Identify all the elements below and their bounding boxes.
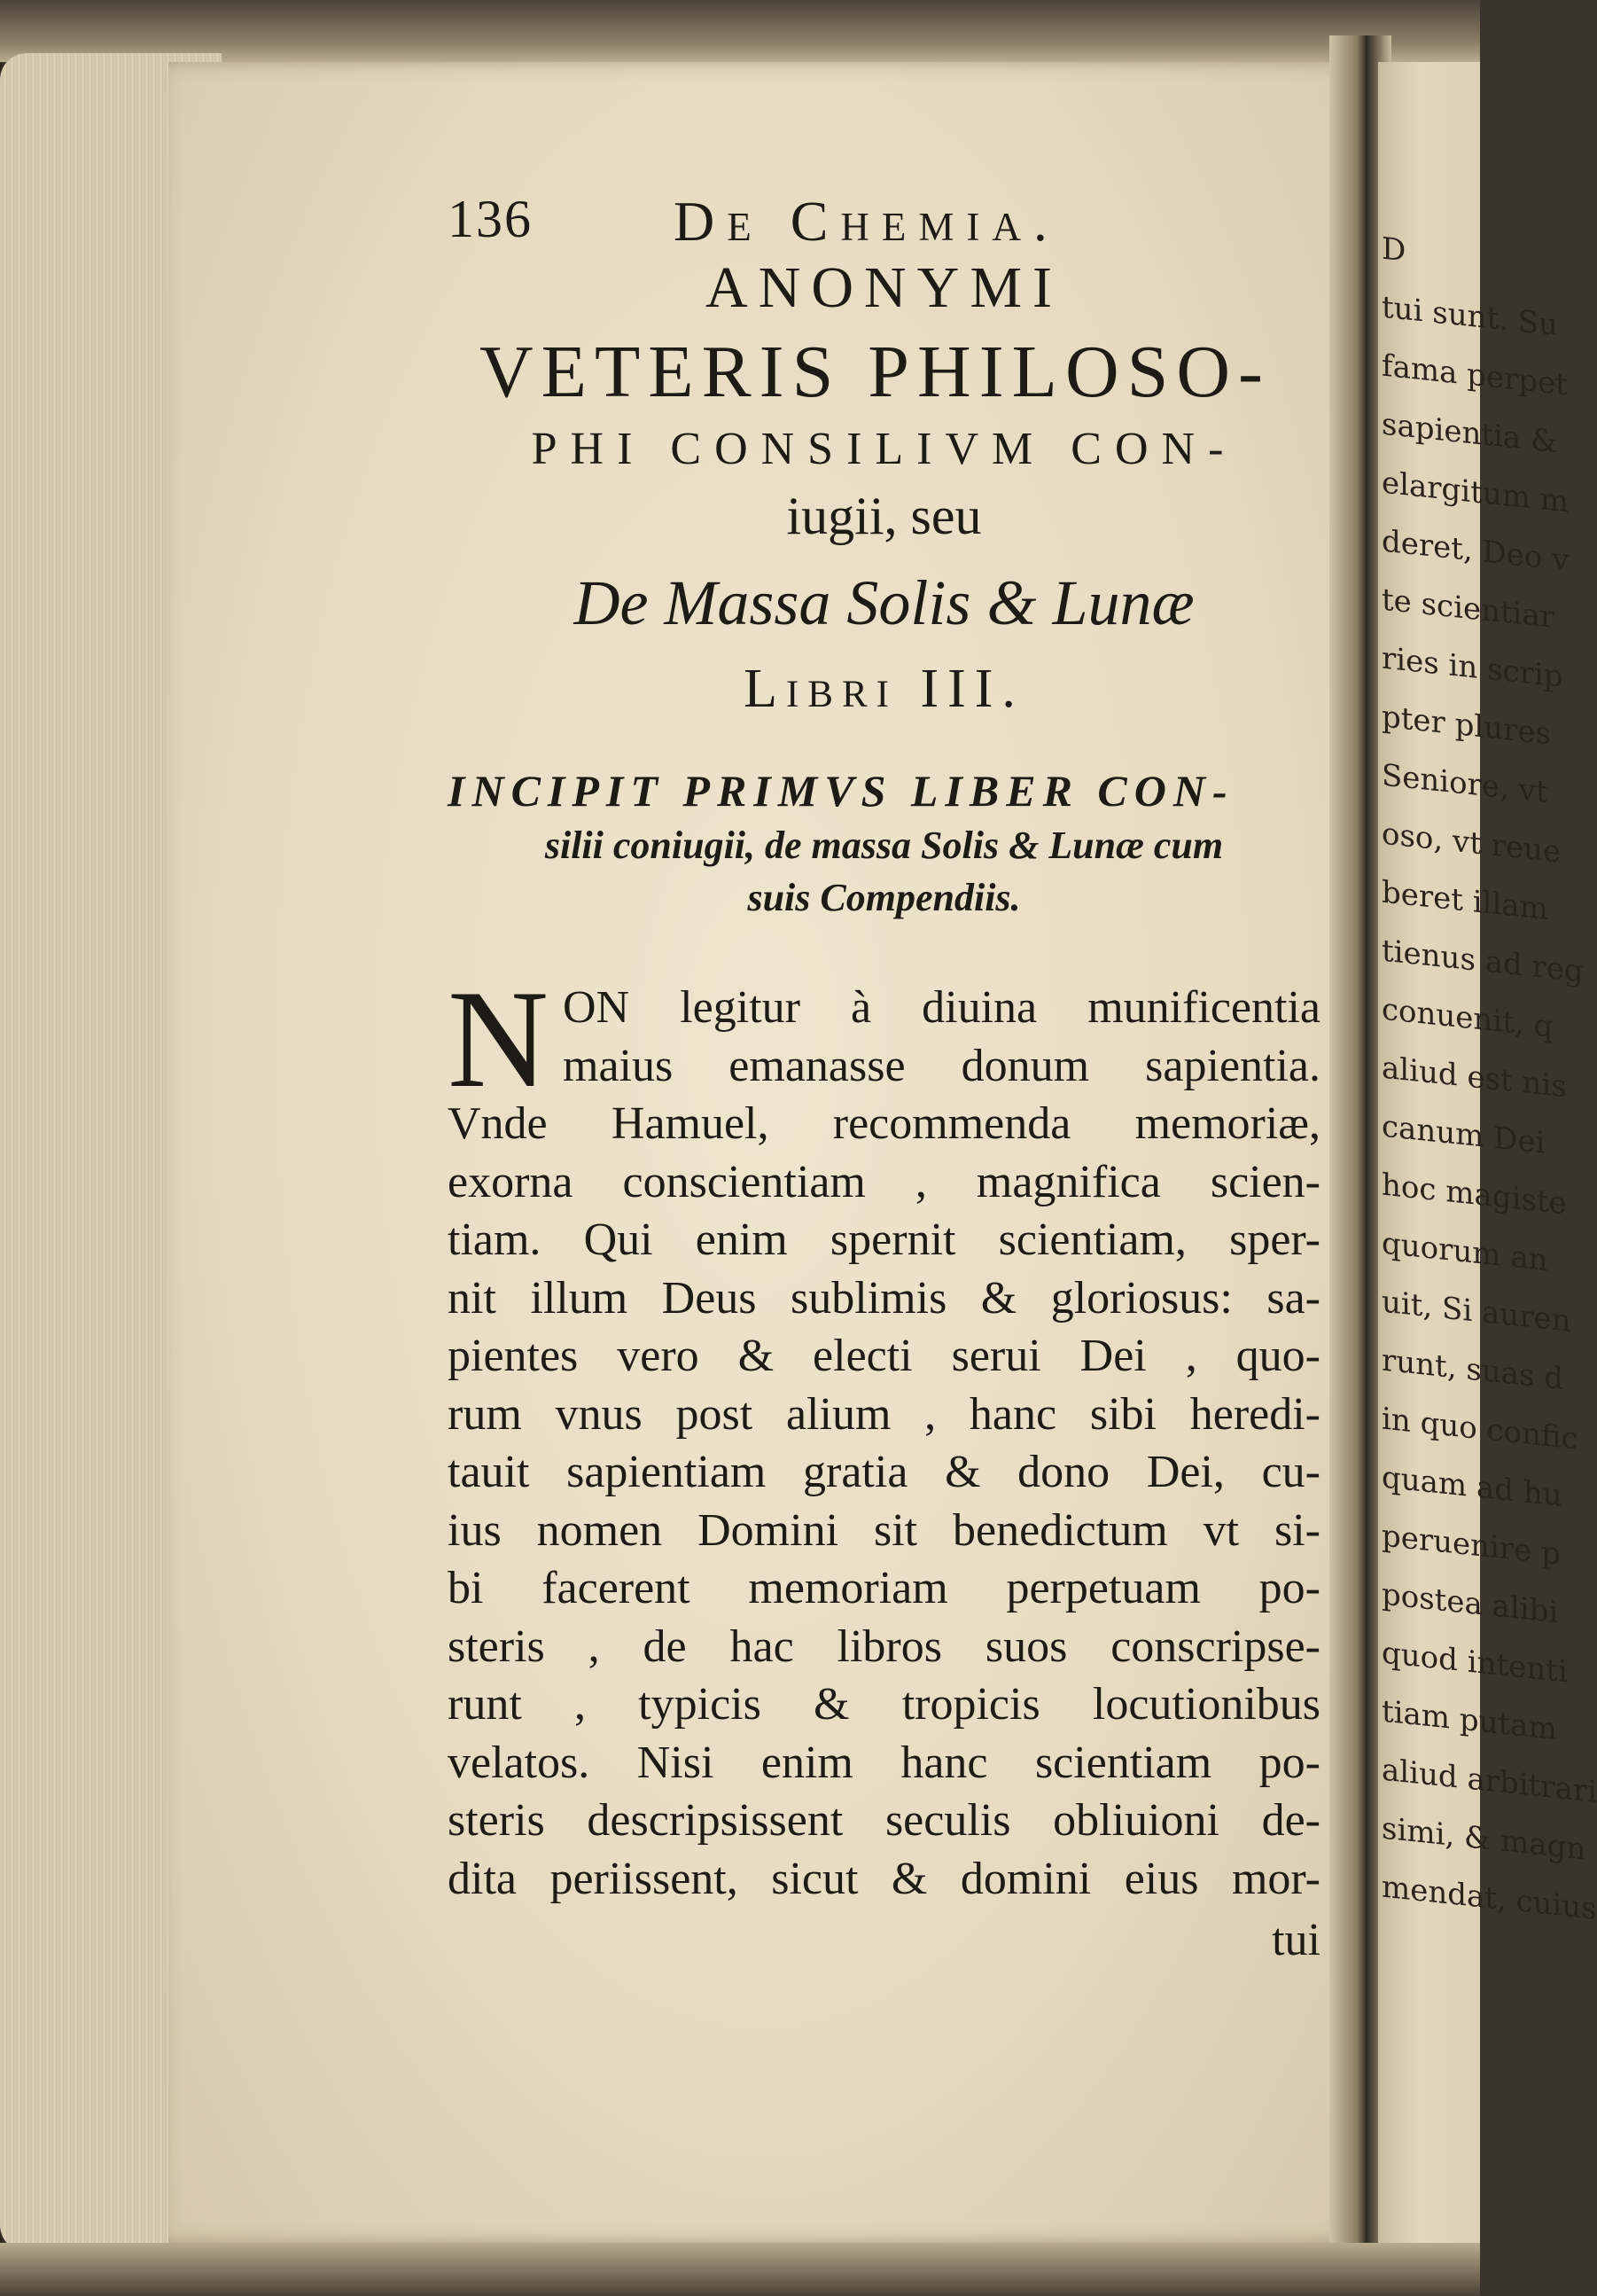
body-line: velatos. Nisi enim hanc scientiam po- [448, 1737, 1320, 1788]
title-line-1: ANONYMI [705, 255, 1063, 320]
title-line-3: PHI CONSILIVM CON- [531, 424, 1237, 474]
facing-page-line: tienus ad reg [1382, 933, 1584, 990]
facing-page-line: aliud est nis [1382, 1050, 1567, 1105]
facing-page-line: quod intenti [1382, 1635, 1568, 1691]
drop-capital: N [448, 962, 549, 1117]
body-line: rum vnus post alium , hanc sibi heredi- [448, 1388, 1320, 1440]
page-number: 136 [448, 190, 533, 248]
facing-page-line: fama perpet [1382, 348, 1568, 403]
catchword: tui [1272, 1915, 1320, 1965]
body-line: maius emanasse donum sapientia. [563, 1040, 1320, 1091]
facing-page-line: aliud arbitrari [1382, 1752, 1597, 1810]
title-line-2: VETERIS PHILOSO- [479, 331, 1271, 413]
facing-page-line: D [1382, 230, 1406, 269]
page-text [448, 182, 1320, 1970]
body-line: bi facerent memoriam perpetuam po- [448, 1563, 1320, 1613]
body-line: dita periissent, sicut & domini eius mor- [448, 1853, 1320, 1904]
incipit-line-2: silii coniugii, de massa Solis & Lunæ cum [544, 824, 1224, 867]
facing-page-line: Seniore, vt [1382, 757, 1548, 811]
body-text [448, 962, 1320, 1970]
facing-page-line: simi, & magn [1382, 1810, 1586, 1868]
right-page [1378, 62, 1597, 2261]
facing-page-text [1378, 219, 1597, 1939]
body-line: tauit sapientiam gratia & dono Dei, cu- [448, 1447, 1320, 1497]
title-line-4: iugii, seu [786, 487, 982, 545]
body-line: nit illum Deus sublimis & gloriosus: sa- [448, 1272, 1320, 1324]
facing-page-line: hoc magiste [1382, 1167, 1567, 1222]
facing-page-line: pter plures [1382, 699, 1551, 753]
facing-page-line: te scientiar [1382, 582, 1555, 636]
facing-page-line: quorum an [1382, 1225, 1548, 1279]
body-line: steris descripsissent seculis obliuioni de- [448, 1795, 1320, 1846]
facing-page-line: peruenire p [1382, 1518, 1561, 1573]
incipit-line-1: INCIPIT PRIMVS LIBER CON- [448, 766, 1235, 816]
body-line: steris , de hac libros suos conscripse- [448, 1620, 1320, 1672]
body-line: tiam. Qui enim spernit scientiam, sper- [448, 1214, 1320, 1265]
facing-page-line: tui sunt. Su [1382, 289, 1558, 344]
background-top [0, 0, 1480, 62]
facing-page-line: beret illam [1382, 874, 1548, 928]
body-line: pientes vero & electi serui Dei , quo- [448, 1331, 1320, 1381]
facing-page-line: oso, vt reue [1382, 816, 1562, 871]
facing-page-line: tiam putam [1382, 1693, 1557, 1748]
facing-page-line: quam ad hu [1382, 1459, 1562, 1514]
facing-page-line: mendat, cuius [1382, 1869, 1597, 1927]
facing-page-line: runt, suas d [1382, 1342, 1563, 1397]
body-line: runt , typicis & tropicis locutionibus [448, 1679, 1320, 1730]
body-line: ius nomen Domini sit benedictum vt si- [448, 1504, 1320, 1556]
background-bottom [0, 2243, 1480, 2296]
facing-page-line: in quo confic [1382, 1401, 1578, 1457]
facing-page-line: canum Dei [1382, 1108, 1546, 1161]
facing-page-line: conuenit, q [1382, 991, 1554, 1045]
facing-page-line: postea alibi [1382, 1576, 1559, 1631]
facing-page-line: sapientia & [1382, 406, 1558, 461]
running-head [448, 182, 1320, 262]
facing-page-line: deret, Deo v [1382, 523, 1570, 579]
incipit-line-3: suis Compendiis. [747, 876, 1021, 919]
facing-page-line: ries in scrip [1382, 640, 1563, 695]
running-title: De Chemia. [674, 190, 1060, 253]
facing-page-line: uit, Si auren [1382, 1284, 1571, 1339]
title-line-5: De Massa Solis & Lunæ [573, 567, 1195, 638]
body-line: ON legitur à diuina munificentia [563, 982, 1320, 1033]
title-line-6: Libri III. [744, 659, 1024, 719]
body-line: exorna conscientiam , magnifica scien- [448, 1156, 1320, 1207]
facing-page-line: elargitum m [1382, 465, 1570, 520]
body-line: Vnde Hamuel, recommenda memoriæ, [448, 1098, 1320, 1149]
